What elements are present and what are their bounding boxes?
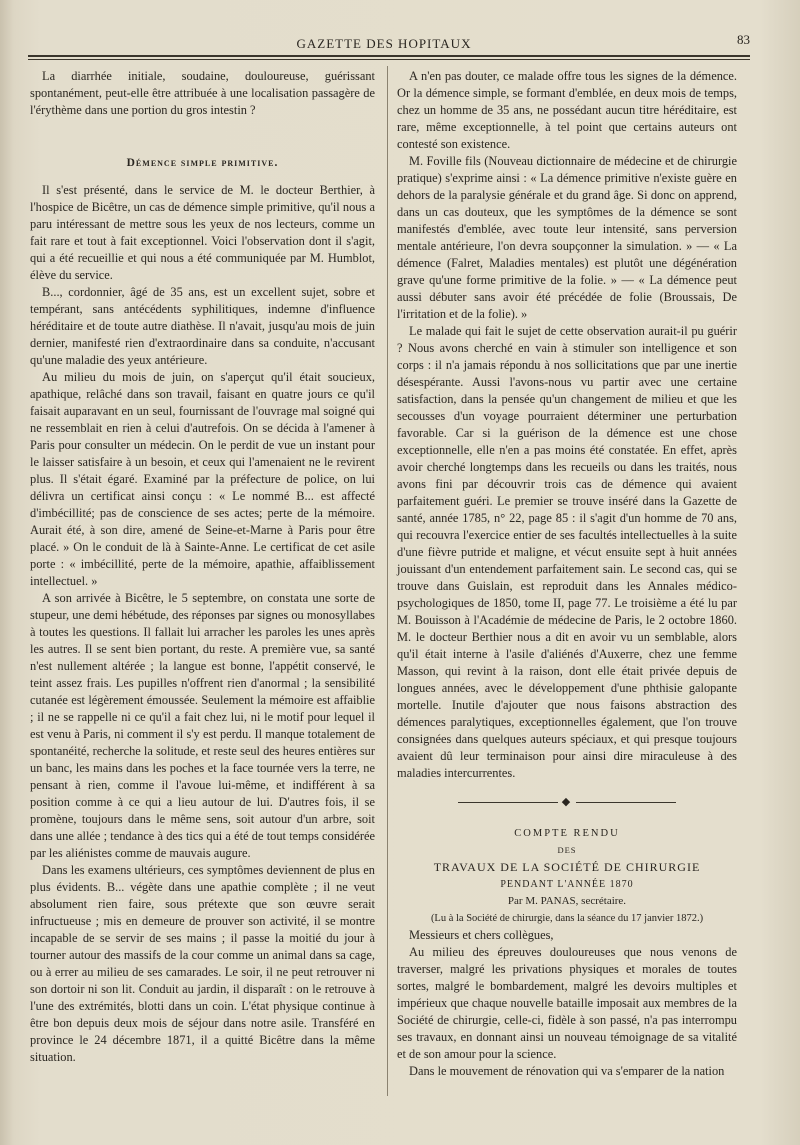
- report-heading-des: DES: [557, 845, 577, 855]
- report-heading: COMPTE RENDU: [514, 828, 620, 839]
- paragraph: Il s'est présenté, dans le service de M. le docteur Berthier, à l'hospice de Bicêtre, un cas de démence simple primitive, qu'il nous a paru intéressant de mettre sous les yeux de nos lecteurs, comme un fait rare et tout à fait exceptionnel. Voici l'observation dont il s'agit, qui a été recueillie et qui nous a été communiquée par M. Humblot, élève du service.: [30, 183, 375, 282]
- paragraph: Au milieu des épreuves douloureuses que nous venons de traverser, malgré les privations physiques et morales de toutes sortes, malgré le bombardement, malgré les devoirs multiples et impérieux que chaque nouvelle bataille imposait aux membres de la Société de chirurgie, celle-ci, fidèle à son passé, n'a pas interrompu ses travaux, en donnant ainsi un nouveau témoignage de sa vitalité et de son amour pour la science.: [397, 945, 737, 1061]
- paragraph: A son arrivée à Bicêtre, le 5 septembre, on constata une sorte de stupeur, une demi hébétude, des réponses par signes ou monosyllabes à toutes les questions. Il fallait lui arracher les paroles les unes après les autres. Il se sent bien portant, du reste. A première vue, sa santé n'est nullement altérée ; la langue est bonne, l'appétit conservé, le teint assez frais. Les pupilles n'offrent rien d'anormal ; la sensibilité cutanée est légèrement émoussée. Seulement la mémoire est affaiblie ; il ne se rappelle ni ce qu'il a fait chez lui, ni le motif pour lequel il est venu à Paris, ni comment il s'y est perdu. Il manque totalement de spontanéité, recherche la solitude, et reste seul des heures entières sur un banc, les mains dans les poches et la face tournée vers la terre, ne pensant à rien, comme il l'avoue lui-même, et indifférent à sa position comme à ce qui a lieu autour de lui. D'autres fois, il se promène, toujours dans le même sens, soit autour d'un arbre, soit dans une allée ; tendance à des tics qui a été de tout temps considérée par les aliénistes comme de mauvais augure.: [30, 591, 375, 860]
- header-rule: [28, 55, 750, 57]
- paragraph: M. Foville fils (Nouveau dictionnaire de médecine et de chirurgie pratique) s'exprime ainsi : « La démence primitive n'existe guère en dehors de la paralysie générale et du grand âge. Si donc on apprend, dans un cas douteux, que les symptômes de la démence se sont manifestés d'emblée, avec toute leur intensité, sans perversion mentale antérieure, l'on devra soupçonner la simulation. » — « La démence (Falret, Maladies mentales) est plutôt une dégénération grave qu'une forme primitive de la folie. » — « La démence peut aussi débuter sans avoir été précédée de folie (Broussais, De l'irritation et de la folie). »: [397, 154, 737, 321]
- report-title: TRAVAUX DE LA SOCIÉTÉ DE CHIRURGIE: [433, 860, 701, 874]
- paragraph: Le malade qui fait le sujet de cette observation aurait-il pu guérir ? Nous avons cherché en vain à stimuler son intelligence et son corps : il n'a jamais répondu à nos sollicitations que par une inertie désespérante. Aussi l'avons-nous vu partir avec une certaine satisfaction, dans la pensée qu'un changement de milieu et que les secousses d'un voyage pourraient déterminer une perturbation favorable. Car si la guérison de la démence est une chose exceptionnelle, elle n'en a pas moins été constatée. En effet, après avoir cherché longtemps dans les recueils ou dans les traités, nous avons fini par découvrir trois cas de démence qui avaient parfaitement guéri. Le premier se trouve inséré dans la Gazette de santé, année 1785, n° 22, page 85 : il s'agit d'un homme de 70 ans, qui recouvra l'exercice entier de ses facultés intellectuelles à la suite d'une fièvre putride et maligne, et vécut ensuite sept à huit années jouissant d'un entendement parfaitement sain. Le second cas, qui se trouve dans Guislain, est reproduit dans les Annales médico-psychologiques de 1850, tome II, page 77. Le troisième a été lu par M. Bouisson à l'Académie de médecine de Paris, le 2 octobre 1860. M. le docteur Berthier nous a dit en avoir vu un semblable, alors qu'il était interne à l'asile d'aliénés d'Auxerre, chez une femme Masson, qui revint à la raison, dont elle était privée depuis de longues années, avec le développement d'une phthisie galopante mortelle. Inutile d'ajouter que nous faisons abstraction des démences paralytiques, exceptionnelles également, que l'on trouve consignées dans quelques auteurs spéciaux, et qui presque toujours avaient dû leur terminaison pour ainsi dire miraculeuse à des maladies intercurrentes.: [397, 324, 737, 780]
- report-year: PENDANT L'ANNÉE 1870: [500, 879, 634, 890]
- right-column: [397, 68, 737, 1080]
- report-author: Par M. PANAS, secrétaire.: [507, 895, 627, 907]
- paragraph: B..., cordonnier, âgé de 35 ans, est un excellent sujet, sobre et tempérant, sans antécédents syphilitiques, indemne d'influence héréditaire et de toute autre diathèse. Il n'avait, jusqu'au mois de juin dernier, manifesté rien d'extraordinaire dans sa conduite, n'accusant qu'une maladie des yeux antérieure.: [30, 285, 375, 367]
- column-divider: [387, 66, 388, 1096]
- section-title: Démence simple primitive.: [126, 157, 279, 169]
- paragraph: Au milieu du mois de juin, on s'aperçut qu'il était soucieux, apathique, relâché dans son travail, faisant en quatre jours ce qu'il faisait auparavant en un seul, fournissant de l'ouvrage mal soigné qui ne ressemblait en rien à celui d'autrefois. On se décida à l'amener à Paris pour consulter un médecin. On le perdit de vue un instant pour le laisser satisfaire à un besoin, et ceux qui l'amenaient ne le revirent plus. Il s'était égaré. Examiné par la préfecture de police, on lui délivra un certificat ainsi conçu : « Le nommé B... est affecté d'imbécillité; pas de conscience de ses actes; perte de la mémoire. Aurait été, à son dire, amené de Seine-et-Marne à Paris pour être placé. » On le conduit de là à Sainte-Anne. Le certificat de cet asile porte : « imbécillité, perte de la mémoire, apathie, affaiblissement intellectuel. »: [30, 370, 375, 588]
- paragraph: Dans le mouvement de rénovation qui va s'emparer de la nation: [409, 1064, 725, 1078]
- report-reading-note: (Lu à la Société de chirurgie, dans la séance du 17 janvier 1872.): [430, 913, 704, 924]
- publication-title: GAZETTE DES HOPITAUX: [296, 36, 472, 51]
- section-ornament: ◆: [397, 794, 737, 811]
- paragraph: A n'en pas douter, ce malade offre tous les signes de la démence. Or la démence simple, se formant d'emblée, en deux mois de temps, chez un homme de 35 ans, ne possédant aucun titre héréditaire, est rare, même exceptionnelle, à tel point que certains auteurs ont contesté son existence.: [397, 69, 737, 151]
- header-rule-thin: [28, 59, 750, 60]
- paragraph: Dans les examens ultérieurs, ces symptômes deviennent de plus en plus évidents. B... végète dans une apathie complète ; il ne veut absolument rien faire, sous prétexte que son œuvre serait infructueuse ; mis en demeure de prouver son activité, il se montre incapable de se servir de ses mains ; il passe la moitié du jour à tourner autour des massifs de la cour comme un animal dans sa cage, ou à errer au milieu de ses camarades. Le soir, il ne peut retrouver ni son dortoir ni son lit. Conduit au jardin, il disparaît : on le retrouve à l'une des extrémités, blotti dans un coin. L'état physique continue à être bon depuis deux mois de séjour dans notre asile. Transféré en province le 24 décembre 1871, il a quitté Bicêtre dans la même situation.: [30, 863, 375, 1064]
- left-column: [30, 68, 375, 1066]
- page-header: [28, 30, 750, 56]
- intro-paragraph: La diarrhée initiale, soudaine, douloureuse, guérissant spontanément, peut-elle être attribuée à une localisation passagère de l'érythème dans une portion du gros intestin ?: [30, 69, 375, 117]
- greeting: Messieurs et chers collègues,: [409, 928, 554, 942]
- page-number: 83: [737, 32, 750, 47]
